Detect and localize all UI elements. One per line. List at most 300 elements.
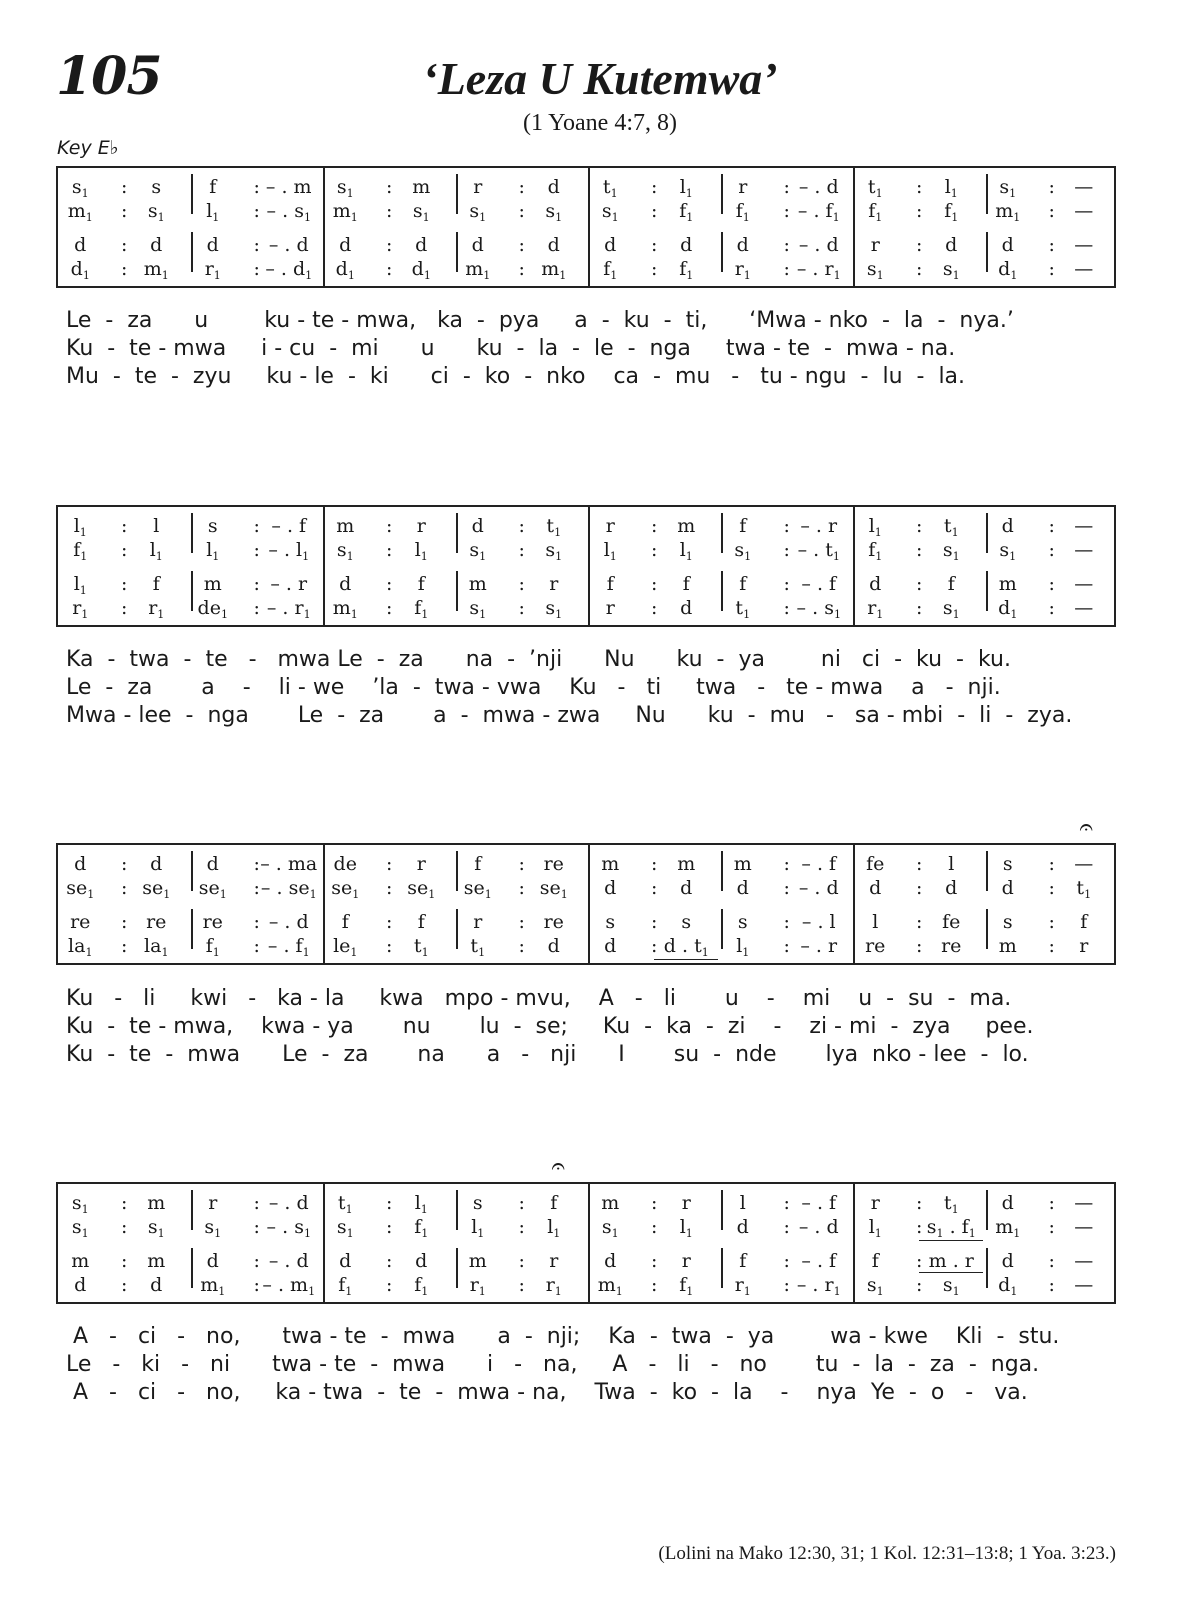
note: $m_1$ [465, 258, 491, 282]
note: d [471, 234, 484, 256]
note: – . $f_1$ [797, 200, 840, 224]
note: $l_1$ [603, 539, 617, 563]
beat-separator: : [253, 1250, 260, 1272]
footer-references: (Lolini na Mako 12:30, 31; 1 Kol. 12:31–13:8; 1 Yoa. 3:23.) [658, 1543, 1116, 1564]
note: $t_1$ [546, 515, 562, 539]
note: $m_1$ [332, 597, 358, 621]
note: $s_1$ [866, 1274, 884, 1298]
beat-separator: : [916, 853, 923, 875]
note: $se_1$ [66, 877, 95, 901]
note: $la_1$ [68, 935, 93, 959]
note: $t_1$ [1076, 877, 1092, 901]
note: m [147, 1250, 166, 1272]
beat-separator: : [518, 877, 525, 899]
note: $s_1$ [469, 539, 487, 563]
note: m [412, 176, 431, 198]
note: d [74, 1274, 87, 1296]
beat-separator: : [1048, 1192, 1055, 1214]
note: s [1002, 853, 1013, 875]
note: $f_1$ [414, 1274, 429, 1298]
note: $t_1$ [470, 935, 486, 959]
note: $f_1$ [73, 539, 88, 563]
note: $t_1$ [867, 176, 883, 200]
note: f [417, 911, 425, 933]
note: $s_1$ [601, 1216, 619, 1240]
note: $r_1$ [734, 258, 751, 282]
beat-separator: : [1048, 1216, 1055, 1238]
beat-separator: : [253, 935, 260, 957]
note: – . d [798, 877, 839, 899]
note: – . $r_1$ [266, 597, 311, 621]
note: fe [942, 911, 961, 933]
note: d [339, 573, 352, 595]
note: $s_1$ [204, 1216, 222, 1240]
note: $r_1$ [734, 1274, 751, 1298]
note: f [341, 911, 349, 933]
beat-separator: : [386, 911, 393, 933]
note: $f_1$ [414, 597, 429, 621]
beat-separator: : [386, 597, 393, 619]
note: $f_1$ [679, 200, 694, 224]
note: f [474, 853, 482, 875]
beat-separator: : [253, 1216, 260, 1238]
music-system [56, 505, 1116, 627]
beat-separator: : [651, 1192, 658, 1214]
beat-separator: : [783, 1192, 790, 1214]
note: $s_1$ [71, 176, 89, 200]
beat-separator: : [651, 200, 658, 222]
note: $s_1$ [942, 539, 960, 563]
note: re [543, 853, 564, 875]
beat-separator: : [651, 515, 658, 537]
note: $l_1$ [547, 1216, 561, 1240]
note: $r_1$ [867, 597, 884, 621]
beat-separator: : [916, 200, 923, 222]
beat-separator: : [783, 515, 790, 537]
note: $l_1$ [414, 1192, 428, 1216]
note: $f_1$ [679, 1274, 694, 1298]
note: — [1074, 234, 1094, 256]
note: d [415, 1250, 428, 1272]
beat-separator: : [651, 877, 658, 899]
note: – . $l_1$ [268, 539, 310, 563]
beat-separator: : [916, 539, 923, 561]
note: m [733, 853, 752, 875]
note: $r_1$ [148, 597, 165, 621]
beat-separator: : [651, 911, 658, 933]
note: $s_1$ [469, 597, 487, 621]
beat-separator: : [783, 200, 790, 222]
note: – . d [798, 234, 839, 256]
beat-separator: : [783, 1216, 790, 1238]
note: l [872, 911, 879, 933]
note: d [1001, 877, 1014, 899]
beat-separator: : [386, 853, 393, 875]
note: r [549, 573, 559, 595]
lyric-line: Le - ki - ni twa - te - mwa i - na, A - li - no tu - la - za - nga. [66, 1352, 1040, 1377]
beat-separator: : [253, 573, 260, 595]
note: r [738, 176, 748, 198]
note: d . $t_1$ [654, 935, 718, 960]
note: re [941, 935, 962, 957]
beat-separator: : [253, 200, 260, 222]
beat-separator: : [916, 935, 923, 957]
note: $s_1$ [71, 1216, 89, 1240]
fermata-icon: 𝄐 [551, 1152, 565, 1180]
note: m [998, 935, 1017, 957]
note: d [869, 877, 882, 899]
note: r [605, 597, 615, 619]
note: d [680, 234, 693, 256]
note: d [339, 1250, 352, 1272]
note: f [1080, 911, 1088, 933]
note: $t_1$ [413, 935, 429, 959]
note: d [945, 877, 958, 899]
note: $l_1$ [206, 539, 220, 563]
beat-separator: : [651, 1274, 658, 1296]
note: r [473, 911, 483, 933]
beat-separator: : [386, 200, 393, 222]
note: d [1001, 515, 1014, 537]
beat-separator: : [518, 911, 525, 933]
note: s [151, 176, 162, 198]
beat-separator: : [1048, 539, 1055, 561]
beat-separator: : [121, 234, 128, 256]
beat-separator: : [121, 1192, 128, 1214]
beat-separator: : [121, 935, 128, 957]
note: $s_1$ [734, 539, 752, 563]
beat-separator: : [386, 539, 393, 561]
note: f [739, 515, 747, 537]
note: $f_1$ [735, 200, 750, 224]
note: $f_1$ [603, 258, 618, 282]
note: f [550, 1192, 558, 1214]
note: re [70, 911, 91, 933]
note: $s_1$ [71, 1192, 89, 1216]
note: f [682, 573, 690, 595]
beat-separator: : [1048, 515, 1055, 537]
beat-separator: : [518, 1192, 525, 1214]
beat-separator: : [121, 1216, 128, 1238]
note: m . r [919, 1250, 983, 1273]
beat-separator: : [783, 573, 790, 595]
beat-separator: : [783, 258, 790, 280]
beat-separator: : [253, 877, 260, 899]
note: $l_1$ [679, 1216, 693, 1240]
beat-separator: : [386, 877, 393, 899]
beat-separator: : [1048, 935, 1055, 957]
note: f [606, 573, 614, 595]
note: $s_1$ [412, 200, 430, 224]
note: m [601, 1192, 620, 1214]
note: — [1074, 1250, 1094, 1272]
lyric-line: Ku - te - mwa, kwa - ya nu lu - se; Ku - ka - zi - zi - mi - zya pee. [66, 1014, 1034, 1039]
note: d [150, 1274, 163, 1296]
note: $d_1$ [998, 597, 1018, 621]
beat-separator: : [651, 573, 658, 595]
beat-separator: : [916, 1274, 923, 1296]
note: $f_1$ [944, 200, 959, 224]
beat-separator: : [253, 1274, 260, 1296]
note: d [74, 234, 87, 256]
beat-separator: : [651, 176, 658, 198]
lyric-line: A - ci - no, ka - twa - te - mwa - na, Twa - ko - la - nya Ye - o - va. [66, 1380, 1028, 1405]
beat-separator: : [916, 877, 923, 899]
note: $l_1$ [73, 573, 87, 597]
note: $de_1$ [197, 597, 228, 621]
note: $f_1$ [414, 1216, 429, 1240]
note: – . r [800, 935, 838, 957]
beat-separator: : [386, 1216, 393, 1238]
note: f [739, 573, 747, 595]
note: – . $r_1$ [796, 258, 841, 282]
note: f [152, 573, 160, 595]
note: — [1074, 853, 1094, 875]
beat-separator: : [386, 234, 393, 256]
note: s [207, 515, 218, 537]
note: r [473, 176, 483, 198]
beat-separator: : [253, 911, 260, 933]
beat-separator: : [121, 597, 128, 619]
note: s [1002, 911, 1013, 933]
beat-separator: : [651, 258, 658, 280]
note: — [1074, 539, 1094, 561]
note: fe [866, 853, 885, 875]
note: re [543, 911, 564, 933]
note: $s_1$ [545, 200, 563, 224]
note: – . r [800, 515, 838, 537]
note: d [547, 234, 560, 256]
beat-separator: : [253, 597, 260, 619]
beat-separator: : [1048, 877, 1055, 899]
beat-separator: : [916, 515, 923, 537]
note: $s_1$ . $f_1$ [919, 1216, 983, 1241]
note: d [415, 234, 428, 256]
note: $r_1$ [469, 1274, 486, 1298]
note: m [71, 1250, 90, 1272]
beat-separator: : [518, 258, 525, 280]
beat-separator: : [651, 234, 658, 256]
note: re [146, 911, 167, 933]
beat-separator: : [518, 176, 525, 198]
note: – . f [271, 515, 307, 537]
note: d [736, 234, 749, 256]
note: — [1074, 1274, 1094, 1296]
note: $l_1$ [679, 539, 693, 563]
note: — [1074, 515, 1094, 537]
beat-separator: : [121, 258, 128, 280]
music-system [56, 843, 1116, 965]
note: $s_1$ [336, 1216, 354, 1240]
beat-separator: : [121, 853, 128, 875]
beat-separator: : [1048, 176, 1055, 198]
note: r [416, 853, 426, 875]
note: d [471, 515, 484, 537]
beat-separator: : [518, 234, 525, 256]
note: m [601, 853, 620, 875]
note: $s_1$ [147, 1216, 165, 1240]
beat-separator: : [121, 1250, 128, 1272]
note: d [206, 1250, 219, 1272]
note: — [1074, 200, 1094, 222]
note: d [74, 853, 87, 875]
note: f [947, 573, 955, 595]
note: r [605, 515, 615, 537]
beat-separator: : [121, 515, 128, 537]
note: $s_1$ [942, 258, 960, 282]
beat-separator: : [253, 258, 260, 280]
note: r [681, 1192, 691, 1214]
note: m [468, 573, 487, 595]
note: l [948, 853, 955, 875]
note: d [1001, 1192, 1014, 1214]
note: $s_1$ [601, 200, 619, 224]
note: r [870, 234, 880, 256]
beat-separator: : [518, 853, 525, 875]
note: m [468, 1250, 487, 1272]
note: d [604, 935, 617, 957]
note: – . d [268, 911, 309, 933]
note: $s_1$ [942, 1274, 960, 1298]
beat-separator: : [518, 597, 525, 619]
note: $m_1$ [995, 1216, 1021, 1240]
beat-separator: : [916, 597, 923, 619]
beat-separator: : [1048, 573, 1055, 595]
beat-separator: : [518, 515, 525, 537]
note: m [336, 515, 355, 537]
note: m [203, 573, 222, 595]
note: – . $s_1$ [266, 200, 311, 224]
beat-separator: : [916, 176, 923, 198]
beat-separator: : [253, 515, 260, 537]
note: d [680, 597, 693, 619]
beat-separator: : [783, 597, 790, 619]
note: f [209, 176, 217, 198]
note: $l_1$ [206, 200, 220, 224]
note: s [472, 1192, 483, 1214]
note: — [1074, 573, 1094, 595]
beat-separator: : [916, 573, 923, 595]
note: – . $d_1$ [265, 258, 313, 282]
note: f [871, 1250, 879, 1272]
note: re [865, 935, 886, 957]
note: d [206, 234, 219, 256]
beat-separator: : [253, 1192, 260, 1214]
note: r [1079, 935, 1089, 957]
note: m [677, 853, 696, 875]
note: $l_1$ [944, 176, 958, 200]
beat-separator: : [1048, 258, 1055, 280]
note: $m_1$ [332, 200, 358, 224]
note: $m_1$ [67, 200, 93, 224]
note: d [945, 234, 958, 256]
beat-separator: : [518, 935, 525, 957]
note: d [547, 176, 560, 198]
beat-separator: : [121, 911, 128, 933]
note: $r_1$ [204, 258, 221, 282]
lyric-line: Ka - twa - te - mwa Le - za na - ’nji Nu ku - ya ni ci - ku - ku. [66, 647, 1011, 672]
note: – . m [265, 176, 312, 198]
note: $se_1$ [407, 877, 436, 901]
beat-separator: : [651, 853, 658, 875]
note: $le_1$ [333, 935, 358, 959]
note: $s_1$ [942, 597, 960, 621]
note: – . l [801, 911, 836, 933]
note: – . ma [260, 853, 318, 875]
note: $m_1$ [995, 200, 1021, 224]
note: r [416, 515, 426, 537]
beat-separator: : [253, 234, 260, 256]
note: – . f [801, 1192, 837, 1214]
hymn-number: 105 [56, 46, 162, 107]
note: $s_1$ [545, 539, 563, 563]
note: d [604, 234, 617, 256]
note: $m_1$ [200, 1274, 226, 1298]
note: l [739, 1192, 746, 1214]
note: – . d [268, 1250, 309, 1272]
beat-separator: : [386, 1250, 393, 1272]
note: f [417, 573, 425, 595]
note: $d_1$ [70, 258, 90, 282]
note: – . $s_1$ [796, 597, 841, 621]
beat-separator: : [783, 176, 790, 198]
beat-separator: : [783, 234, 790, 256]
note: r [681, 1250, 691, 1272]
note: – . f [801, 573, 837, 595]
note: $l_1$ [868, 515, 882, 539]
note: f [739, 1250, 747, 1272]
note: de [333, 853, 357, 875]
beat-separator: : [651, 597, 658, 619]
note: re [202, 911, 223, 933]
note: d [339, 234, 352, 256]
beat-separator: : [1048, 853, 1055, 875]
beat-separator: : [783, 911, 790, 933]
note: d [869, 573, 882, 595]
key-signature: Key E♭ [57, 137, 119, 159]
note: $d_1$ [998, 1274, 1018, 1298]
beat-separator: : [386, 258, 393, 280]
note: $se_1$ [463, 877, 492, 901]
note: $d_1$ [335, 258, 355, 282]
lyric-line: Mu - te - zyu ku - le - ki ci - ko - nko ca - mu - tu - ngu - lu - la. [66, 364, 966, 389]
beat-separator: : [916, 258, 923, 280]
note: m [998, 573, 1017, 595]
note: $se_1$ [198, 877, 227, 901]
note: $f_1$ [868, 200, 883, 224]
lyric-line: Mwa - lee - nga Le - za a - mwa - zwa Nu ku - mu - sa - mbi - li - zya. [66, 703, 1073, 728]
music-system [56, 1182, 1116, 1304]
beat-separator: : [253, 853, 260, 875]
note: s [605, 911, 616, 933]
note: d [604, 877, 617, 899]
note: m [147, 1192, 166, 1214]
note: l [153, 515, 160, 537]
beat-separator: : [651, 539, 658, 561]
beat-separator: : [121, 573, 128, 595]
beat-separator: : [386, 935, 393, 957]
beat-separator: : [518, 573, 525, 595]
note: – . $f_1$ [267, 935, 310, 959]
note: $l_1$ [736, 935, 750, 959]
note: r [870, 1192, 880, 1214]
beat-separator: : [1048, 1274, 1055, 1296]
beat-separator: : [651, 1216, 658, 1238]
note: $f_1$ [868, 539, 883, 563]
note: $se_1$ [142, 877, 171, 901]
note: – . d [268, 1192, 309, 1214]
note: $r_1$ [72, 597, 89, 621]
